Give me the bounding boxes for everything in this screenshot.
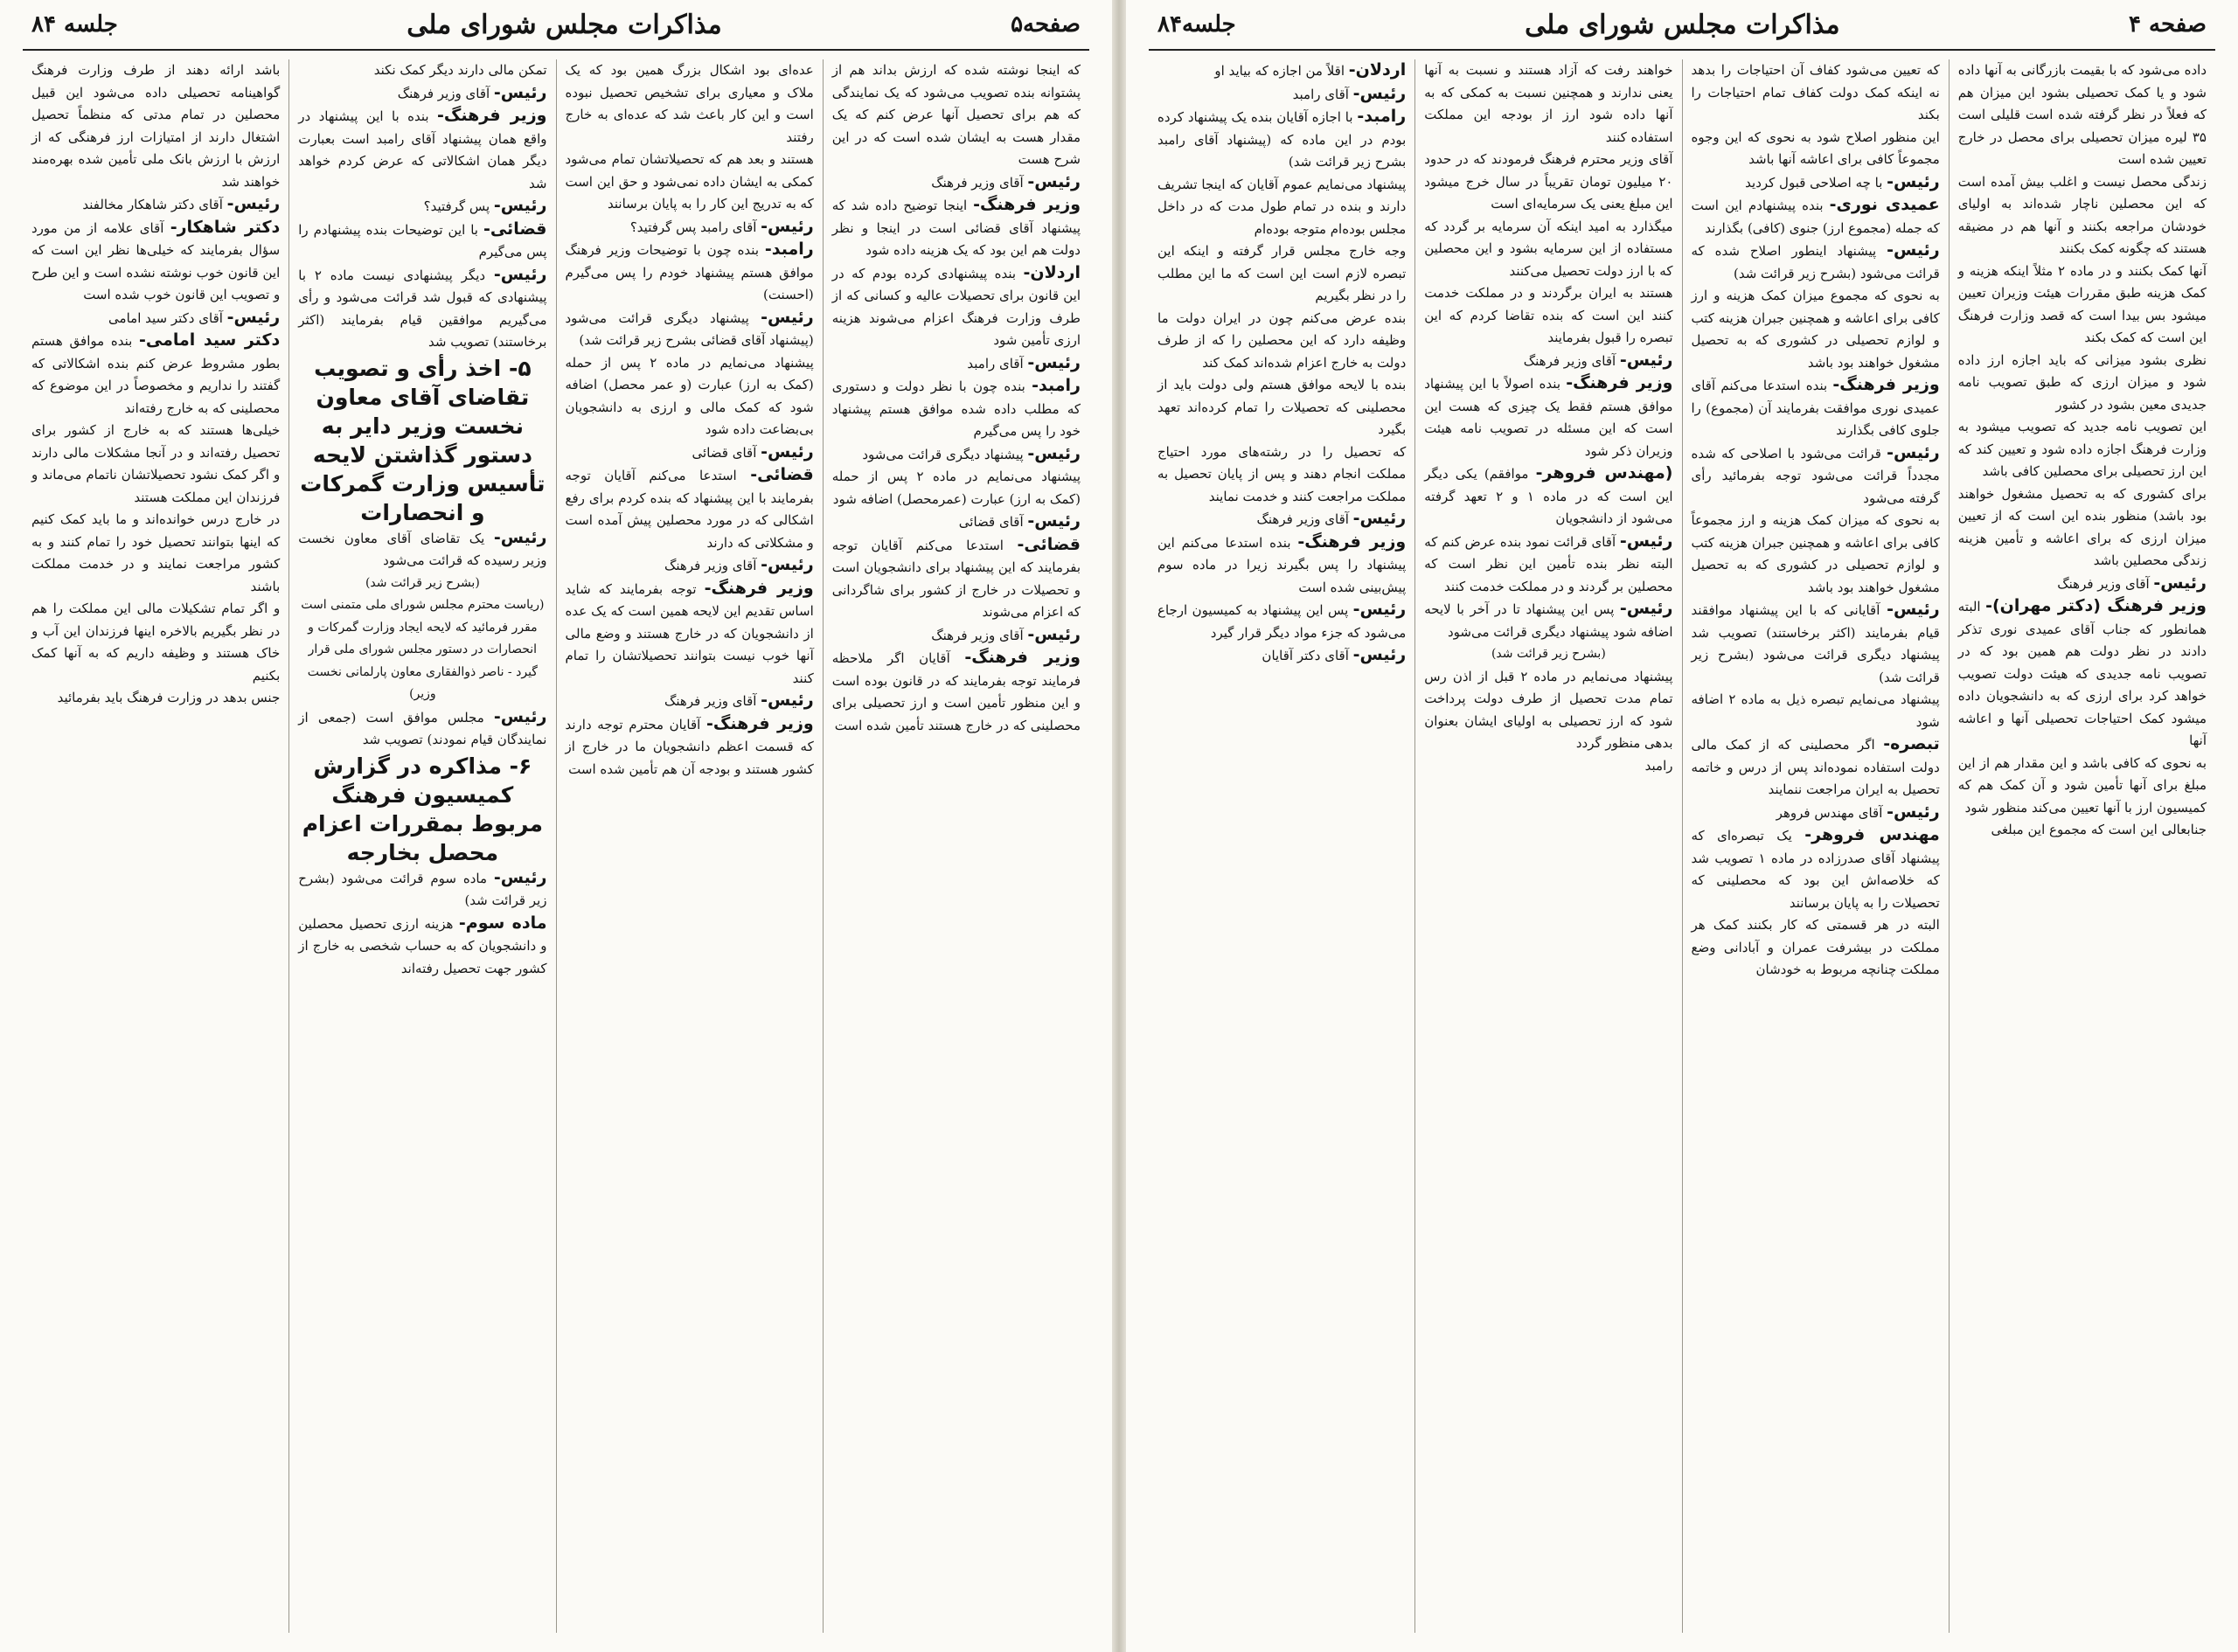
paragraph: باشد ارائه دهند از طرف وزارت فرهنگ گواهینامه تحصیلی داده می‌شود این قبیل محصلین در تمام مدتی که منظماً تحصیل اشتغال دارند از امتیازات ارز فرهنگی که از ارزش با ارزش بانک ملی تأمین شده بهره‌مند خواهند شد [31, 62, 281, 190]
paragraph: در خارج درس خوانده‌اند و ما باید کمک کنیم که اینها بتوانند تحصیل خود را تمام کنند و به کشور مراجعت نمایند و در خدمت مملکت باشند [31, 511, 281, 594]
right-column-2 [1682, 59, 1949, 1633]
paragraph: بنده عرض می‌کنم چون در ایران دولت ما وظیفه دارد که این محصلین را که از طرف دولت به خارج اعزام شده‌اند کمک کند [1157, 309, 1407, 371]
left-page-number: صفحه۵ [1011, 11, 1081, 38]
paragraph: که تحصیل را در رشته‌های مورد احتیاج مملکت انجام دهند و پس از پایان تحصیل به مملکت مراجعت کنند و خدمت نمایند [1157, 443, 1407, 504]
paragraph: (مهندس فروهر- موافقم) یکی دیگر این است که در ماده ۱ و ۲ تعهد گرفته می‌شود از دانشجویان [1424, 463, 1673, 526]
speaker-name: رئیس- [1352, 600, 1407, 619]
left-page-title: مذاکرات مجلس شورای ملی [407, 9, 722, 40]
left-column-1 [823, 59, 1089, 1633]
speaker-name: رئیس- [493, 196, 547, 215]
speaker-name: رئیس- [493, 82, 547, 102]
speaker-name: وزیر فرهنگ- [964, 648, 1081, 667]
speaker-name: رئیس- [1619, 350, 1673, 370]
speaker-name: عمیدی نوری- [1829, 195, 1940, 214]
left-page-header [23, 0, 1089, 51]
speaker-name: اردلان- [1348, 60, 1407, 80]
paragraph: رئیس- آقای رامبد پس گرفتید؟ [629, 216, 814, 236]
left-page-columns [23, 59, 1089, 1633]
section-heading: ۵- اخذ رأی و تصویب تقاضای آقای معاون نخست وزیر دایر به دستور گذاشتن لایحه تأسیس وزارت گمرکات و انحصارات [300, 355, 546, 525]
paragraph: نظری بشود میزانی که باید اجازه ارز داده شود و میزان ارزی که طبق تصویب نامه جدیدی معین بشود در کشور [1957, 351, 2207, 413]
left-page-session: جلسه ۸۴ [31, 11, 118, 38]
right-page-columns [1149, 59, 2215, 1633]
speaker-name: رئیس- [1027, 624, 1081, 644]
speaker-name: رئیس- [1887, 442, 1940, 462]
speaker-name: وزیر فرهنگ- [1832, 375, 1940, 394]
speaker-name: رئیس- [1619, 599, 1673, 618]
paragraph: به نحوی که میزان کمک هزینه و ارز مجموعاً کافی برای اعاشه و همچنین جبران هزینه کتب و لوازم تحصیلی در کشوری که به تحصیل مشغول خواهند بود باشد [1691, 512, 1940, 595]
speaker-name: قضائی- [1017, 534, 1081, 554]
paragraph: عمیدی نوری- بنده پیشنهادم این است که جمله (مجموع ارز) جنوی (کافی) بگذارند [1691, 195, 1940, 236]
speaker-name: اردلان- [1023, 262, 1081, 282]
paragraph: رئیس- آقای دکتر آقایان [1261, 645, 1407, 664]
speaker-name: رئیس- [761, 307, 814, 327]
paragraph: قضائی- استدعا می‌کنم آقایان توجه بفرمایند با این پیشنهاد که بنده کردم برای رفع اشکالی که در مورد محصلین پیش آمده است و مشکلاتی که دارند [565, 465, 814, 551]
paragraph: (بشرح زیر قرائت شد) [365, 575, 480, 590]
paragraph: وزیر فرهنگ- اینجا توضیح داده شد که پیشنهاد آقای قضائی است در اینجا و نظر دولت هم این بود که یک هزینه داده شود [831, 195, 1081, 258]
speaker-name: رئیس- [226, 307, 281, 327]
paragraph: رئیس- یک تقاضای آقای معاون نخست وزیر رسیده که قرائت می‌شود [298, 527, 547, 568]
speaker-name: رامبد- [1032, 376, 1081, 395]
paragraph: آقای وزیر محترم فرهنگ فرمودند که در حدود ۲۰ میلیون تومان تقریباً در سال خرج میشود این مبلغ یعنی یک سرمایه‌ای است [1424, 151, 1673, 212]
speaker-name: رئیس- [761, 441, 814, 462]
speaker-name: مهندس فروهر- [1804, 825, 1940, 844]
speaker-name: رئیس- [493, 867, 547, 887]
paragraph: تمکن مالی دارند دیگر کمک نکند [373, 62, 547, 78]
speaker-name: وزیر فرهنگ (دکتر مهران)- [1985, 596, 2207, 615]
paragraph: رئیس- پیشنهاد دیگری قرائت می‌شود (پیشنهاد آقای قضائی بشرح زیر قرائت شد) [565, 307, 814, 348]
paragraph: میگذارد به امید اینکه آن سرمایه بر گردد که مستفاده از این سرمایه بشود و این محصلین که با ارز دولت تحصیل می‌کنند [1424, 218, 1673, 279]
paragraph: رئیس- مجلس موافق است (جمعی از نمایندگان قیام نمودند) تصویب شد [298, 706, 547, 747]
paragraph: رئیس- آقای وزیر فرهنگ [931, 624, 1081, 644]
speaker-name: رئیس- [1027, 171, 1081, 191]
speaker-name: رئیس- [2153, 573, 2207, 593]
paragraph: هستند و بعد هم که تحصیلاتشان تمام می‌شود کمکی به ایشان داده نمی‌شود و حق این است که به تدریج این کار را به پایان برسانند [565, 151, 814, 212]
paragraph: رئیس- آقای وزیر فرهنگ [1256, 509, 1407, 528]
paragraph: قضائی- با این توضیحات بنده پیشنهادم را پس می‌گیرم [298, 219, 547, 260]
paragraph: رئیس- پیشنهاد دیگری قرائت می‌شود [862, 443, 1081, 463]
speaker-name: وزیر فرهنگ- [436, 106, 547, 125]
speaker-name: وزیر فرهنگ- [1566, 373, 1673, 392]
paragraph: وزیر فرهنگ- آقایان محترم توجه دارند که قسمت اعظم دانشجویان ما در خارج از کشور هستند و بودجه آن هم تأمین شده است [565, 713, 814, 777]
paragraph: رامبد- با اجازه آقایان بنده یک پیشنهاد کرده بودم در این ماده که (پیشنهاد آقای رامبد بشرح زیر قرائت شد) [1157, 107, 1407, 170]
paragraph: خیلی‌ها هستند که به خارج از کشور برای تحصیل رفته‌اند و در آنجا مشکلات مالی دارند و اگر کمک نشود تحصیلاتشان ناتمام می‌ماند و فرزندان این مملکت هستند [31, 422, 281, 505]
paragraph: رئیس- آقای رامبد [967, 352, 1081, 372]
speaker-name: رئیس- [1027, 352, 1081, 372]
paragraph: رئیس- آقای وزیر فرهنگ [2057, 573, 2207, 593]
paragraph: هستند به ایران برگردند و در مملکت خدمت کنند این است که بنده تقاضا کردم که این تبصره را قبول بفرمایند [1424, 285, 1673, 345]
paragraph: رئیس- آقایانی که با این پیشنهاد موافقند قیام بفرمایند (اکثر برخاستند) تصویب شد پیشنهاد دیگری قرائت می‌شود (بشرح زیر قرائت شد) [1691, 600, 1940, 685]
paragraph: خواهند رفت که آزاد هستند و نسبت به آنها یعنی ندارند و همچنین نسبت به کمکی که به آنها داده شود ارز از بودجه این مملکت استفاده کنند [1424, 62, 1673, 145]
speaker-name: رامبد- [1357, 107, 1407, 126]
paragraph: که تعیین می‌شود کفاف آن احتیاجات را بدهد نه اینکه کمک دولت کفاف تمام احتیاجات را بکند [1691, 62, 1940, 122]
speaker-name: دکتر شاهکار- [170, 217, 281, 237]
paragraph: رئیس- پس این پیشنهاد به کمیسیون ارجاع می‌شود که جزء مواد دیگر قرار گیرد [1157, 600, 1407, 641]
speaker-name: قضائی- [483, 219, 547, 239]
paragraph: رئیس- ماده سوم قرائت می‌شود (بشرح زیر قرائت شد) [298, 867, 547, 908]
paragraph: پیشنهاد می‌نمایم در ماده ۲ پس از حمله (کمک به ارز) عبارت (عمرمحصل) اضافه شود [831, 469, 1081, 507]
paragraph: وزیر فرهنگ- بنده استدعا می‌کنم آقای عمیدی نوری موافقت بفرمایند آن (مجموع) را جلوی کافی بگذارند [1691, 375, 1940, 438]
paragraph: رئیس- آقای وزیر فرهنگ [1523, 350, 1673, 370]
paragraph: که اینجا نوشته شده که ارزش بداند هم از پشتوانه بنده تصویب می‌شود که یک نمایندگی که هم برای تحصیل آنها عرض کنم که یک مقدار هست به ایشان شده است که در این شرح هست [831, 62, 1081, 167]
paragraph: (بشرح زیر قرائت شد) [1491, 647, 1606, 661]
paragraph: رئیس- آقای وزیر فرهنگ [664, 691, 814, 710]
paragraph: وزیر فرهنگ- بنده استدعا می‌کنم این پیشنهاد را پس بگیرند زیرا در ماده سوم پیش‌بینی شده است [1157, 531, 1407, 595]
left-column-3 [288, 59, 555, 1633]
paragraph: این منظور اصلاح شود به نحوی که این وجوه مجموعاً کافی برای اعاشه آنها باشد [1691, 128, 1940, 167]
speaker-name: وزیر فرهنگ- [704, 578, 814, 598]
right-page-title: مذاکرات مجلس شورای ملی [1525, 9, 1840, 40]
speaker-name: ماده سوم- [458, 913, 547, 933]
paragraph: پیشنهاد می‌نمایم در ماده ۲ پس از حمله (کمک به ارز) عبارت (و عمر محصل) اضافه شود که کمک مالی و ارزی به دانشجویان بی‌بضاعت داده شود [565, 354, 814, 437]
paragraph: (ریاست محترم مجلس شورای ملی متمنی است مقرر فرمائید که لایحه ایجاد وزارت گمرکات و انحصارات در دستور مجلس شورای ملی قرار گیرد - ناصر ذوالفقاری معاون پارلمانی نخست وزیر) [301, 598, 545, 701]
paragraph: پیشنهاد می‌نمایم تبصره ذیل به ماده ۲ اضافه شود [1691, 691, 1940, 730]
paragraph: دکتر شاهکار- آقای علامه از من مورد سؤال بفرمایند که خیلی‌ها نظر این است که این قانون خوب نوشته نشده است و این طرح و تصویب این قانون خوب شده است [31, 217, 281, 302]
speaker-name: رئیس- [1619, 531, 1673, 551]
paragraph: رئیس- قرائت می‌شود با اصلاحی که شده مجدداً قرائت می‌شود توجه بفرمائید رأی گرفته می‌شود [1691, 442, 1940, 506]
speaker-name: دکتر سید امامی- [139, 330, 281, 350]
speaker-name: رئیس- [1352, 645, 1407, 664]
right-page-number: صفحه ۴ [2129, 11, 2207, 38]
paragraph: وزیر فرهنگ- توجه بفرمایند که شاید اساس تقدیم این لایحه همین است که یک عده از دانشجویان که در خارج هستند و وضع مالی آنها خوب نیست بتوانند تحصیلاتشان را تمام کنند [565, 578, 814, 686]
speaker-name: قضائی- [750, 465, 814, 484]
left-page [0, 0, 1112, 1652]
speaker-name: رئیس- [1027, 511, 1081, 531]
paragraph: رامبد- بنده چون با توضیحات وزیر فرهنگ موافق هستم پیشنهاد خودم را پس می‌گیرم (احسنت) [565, 239, 814, 302]
speaker-name: رئیس- [1027, 443, 1081, 463]
paragraph: برای کشوری که به تحصیل مشغول خواهند بود باشد) منظور بنده این است که از تعیین میزان ارزی که برای اعاشه و تأمین هزینه زندگی محصلین باشد [1957, 485, 2207, 568]
speaker-name: رئیس- [1352, 83, 1407, 103]
right-page-header [1149, 0, 2215, 51]
paragraph: تبصره- اگر محصلینی که از کمک مالی دولت استفاده نموده‌اند پس از درس و خاتمه تحصیل به ایران مراجعت ننمایند [1691, 734, 1940, 797]
right-column-3 [1414, 59, 1681, 1633]
speaker-name: رئیس- [226, 194, 281, 213]
paragraph: وجه خارج مجلس قرار گرفته و اینکه این تبصره لازم است این است که ما این مطلب را در نظر بگیریم [1157, 243, 1407, 303]
paragraph: رئیس- پس گرفتید؟ [423, 196, 547, 215]
speaker-name: رئیس- [493, 706, 547, 726]
paragraph: البته در هر قسمتی که کار بکنند کمک هر مملکت در بیشرفت عمران و آبادانی وضع مملکت چنانچه مربوط به خودشان [1691, 917, 1940, 977]
speaker-name: تبصره- [1883, 734, 1940, 753]
speaker-name: (مهندس فروهر- [1535, 463, 1673, 482]
paragraph: این تصویب نامه جدید که تصویب میشود به وزارت فرهنگ اجازه داده شود و تعیین کند که این ارز تحصیلی برای محصلین کافی باشد [1957, 419, 2207, 479]
right-page [1126, 0, 2238, 1652]
paragraph: مهندس فروهر- یک تبصره‌ای که پیشنهاد آقای صدرزاده در ماده ۱ تصویب شد که خلاصه‌اش این بود که محصلینی که تحصیلات را به پایان برسانند [1691, 825, 1940, 911]
paragraph: رئیس- آقای مهندس فروهر [1776, 802, 1940, 822]
paragraph: رئیس- دیگر پیشنهادی نیست ماده ۲ با پیشنهادی که قبول شد قرائت می‌شود و رأی می‌گیریم موافقین قیام بفرمایند (اکثر برخاستند) تصویب شد [298, 264, 547, 350]
paragraph: وزیر فرهنگ (دکتر مهران)- البته همانطور که جناب آقای عمیدی نوری تذکر دادند در نظر دولت هم همین بود که در تصویب نامه جدیدی که هیئت دولت تصویب خواهد کرد برای ارزی که به دانشجویان داده میشود کمک احتیاجات تحصیلی آنها و اعاشه آنها [1957, 596, 2207, 748]
paragraph: رئیس- آقای دکتر سید امامی [108, 307, 281, 327]
paragraph: ماده سوم- هزینه ارزی تحصیل محصلین و دانشجویان که به حساب شخصی به خارج از کشور جهت تحصیل رفته‌اند [298, 913, 547, 976]
speaker-name: رئیس- [493, 527, 547, 547]
paragraph: اردلان- بنده پیشنهادی کرده بودم که در این قانون برای تحصیلات عالیه و کسانی که از طرف وزارت فرهنگ اعزام می‌شوند هزینه ارزی تأمین شود [831, 262, 1081, 348]
speaker-name: رئیس- [1352, 509, 1407, 528]
paragraph: جنس بدهد در وزارت فرهنگ باید بفرمائید [57, 690, 281, 705]
paragraph: رئیس- پیشنهاد اینطور اصلاح شده که قرائت می‌شود (بشرح زیر قرائت شد) [1691, 240, 1940, 281]
paragraph: وزیر فرهنگ- آقایان اگر ملاحظه فرمایند توجه بفرمایند که در قانون بوده است و این منظور تأمین است و ارز تحصیلی برای محصلینی که در خارج هستند تأمین شده است [831, 648, 1081, 733]
speaker-name: رئیس- [493, 264, 547, 284]
left-column-4 [23, 59, 288, 1633]
paragraph: جنابعالی این است که مجموع این مبلغی [1991, 822, 2207, 837]
speaker-name: رئیس- [761, 555, 814, 574]
speaker-name: رامبد- [764, 239, 814, 259]
paragraph: رئیس- آقای رامبد [1292, 83, 1407, 103]
paragraph: رئیس- آقای وزیر فرهنگ [397, 82, 547, 102]
paragraph: وزیر فرهنگ- بنده با این پیشنهاد در واقع همان پیشنهاد آقای رامبد است بعبارت دیگر همان اشکالاتی که عرض کردم خواهد شد [298, 106, 547, 191]
paragraph: زندگی محصل نیست و اغلب بیش آمده است که این محصلین ناچار شده‌اند به اولیای خودشان مراجعه بکنند و آنها هم در مضیقه هستند که چگونه کمک بکنند [1957, 173, 2207, 256]
paragraph: رئیس- آقای قرائت نمود بنده عرض کنم که البته نظر بنده تأمین این نظر است که محصلین بر گردند و در مملکت خدمت کنند [1424, 531, 1673, 594]
paragraph: به نحوی که مجموع میزان کمک هزینه و ارز کافی برای اعاشه و همچنین جبران هزینه کتب و لوازم تحصیلی در کشوری که به تحصیل مشغول خواهند بود باشد [1691, 288, 1940, 371]
paragraph: به نحوی که کافی باشد و این مقدار هم از این مبلغ برای آنها تأمین شود و آن کمک هم که کمیسیون ارز با آنها تعیین می‌کند منظور شود [1957, 754, 2207, 816]
section-heading: ۶- مذاکره در گزارش کمیسیون فرهنگ مربوط بمقررات اعزام محصل بخارجه [302, 753, 544, 865]
paragraph: عده‌ای بود اشکال بزرگ همین بود که یک ملاک و معیاری برای تشخیص تحصیل نبوده است و این کار باعث شد که عده‌ای به خارج رفتند [565, 62, 814, 145]
paragraph: اردلان- اقلاً من اجازه که بیاید او [1214, 60, 1407, 80]
speaker-name: رئیس- [761, 216, 814, 236]
paragraph: بنده با لایحه موافق هستم ولی دولت باید از محصلینی که تحصیلات را تمام کرده‌اند تعهد بگیرد [1157, 377, 1407, 437]
speaker-name: رئیس- [761, 691, 814, 710]
speaker-name: وزیر فرهنگ- [706, 713, 814, 733]
paragraph: رئیس- آقای قضائی [958, 511, 1081, 531]
paragraph: و اگر تمام تشکیلات مالی این مملکت را هم در نظر بگیریم بالاخره اینها فرزندان این آب و خاک هستند و وظیفه داریم که به آنها کمک بکنیم [31, 600, 281, 684]
paragraph: رئیس- آقای وزیر فرهنگ [664, 555, 814, 574]
speaker-name: وزیر فرهنگ- [973, 195, 1081, 214]
paragraph: رئیس- پس این پیشنهاد تا در آخر با لایحه اضافه شود پیشنهاد دیگری قرائت می‌شود [1424, 599, 1673, 640]
paragraph: قضائی- استدعا می‌کنم آقایان توجه بفرمایند که این پیشنهاد برای دانشجویان است و تحصیلات در خارج از کشور برای شاگردانی که اعزام می‌شوند [831, 534, 1081, 620]
speaker-name: رئیس- [1887, 240, 1940, 260]
paragraph: رامبد- بنده چون با نظر دولت و دستوری که مطلب داده شده موافق هستم پیشنهاد خود را پس می‌گیرم [831, 376, 1081, 439]
paragraph: دکتر سید امامی- بنده موافق هستم بطور مشروط عرض کنم بنده اشکالاتی که گفتند را نداریم و مخصوصاً در این موضوع که محصلینی که به خارج رفته‌اند [31, 330, 281, 416]
speaker-name: رئیس- [1887, 802, 1940, 822]
paragraph: آنها کمک بکنند و در ماده ۲ مثلاً اینکه هزینه و کمک هزینه طبق مقررات هیئت وزیران تعیین میشود بس بیدا است که قصد وزارت فرهنگ این است که کمک بکند [1957, 262, 2207, 345]
paragraph: پیشنهاد می‌نمایم در ماده ۲ قبل از اذن رس تمام مدت تحصیل از طرف دولت پرداخت شود که ارز تحصیلی به اولیای ایشان بعنوان بدهی منظور گردد [1424, 668, 1673, 751]
paragraph: رئیس- آقای دکتر شاهکار مخالفند [82, 194, 281, 213]
paragraph: رامبد [1644, 757, 1673, 774]
paragraph: داده می‌شود که با بقیمت بازرگانی به آنها داده شود و یا کمک تحصیلی بشود این میزان هم که فعلاً در نظر گرفته شده است قلیلی است ۳۵ لیره میزان تحصیلی برای محصل در خارج تعیین شده است [1957, 62, 2207, 167]
speaker-name: رئیس- [1887, 171, 1940, 191]
paragraph: پیشنهاد می‌نمایم عموم آقایان که اینجا تشریف دارند و بنده در تمام طول مدت که در داخل مجلس بوده‌ام متوجه بوده‌ام [1157, 176, 1407, 237]
paragraph: رئیس- آقای قضائی [692, 441, 814, 462]
right-column-1 [1949, 59, 2215, 1633]
paragraph: رئیس- با چه اصلاحی قبول کردید [1745, 171, 1940, 191]
paragraph: رئیس- آقای وزیر فرهنگ [931, 171, 1081, 191]
right-column-4 [1149, 59, 1414, 1633]
paragraph: وزیر فرهنگ- بنده اصولاً با این پیشنهاد موافق هستم فقط یک چیزی که هست این است که این مسئله در تصویب نامه هیئت وزیران ذکر شود [1424, 373, 1673, 459]
page-gutter [1112, 0, 1126, 1652]
right-page-session: جلسه۸۴ [1157, 11, 1236, 38]
speaker-name: رئیس- [1887, 600, 1940, 619]
left-column-2 [556, 59, 823, 1633]
speaker-name: وزیر فرهنگ- [1297, 531, 1407, 552]
